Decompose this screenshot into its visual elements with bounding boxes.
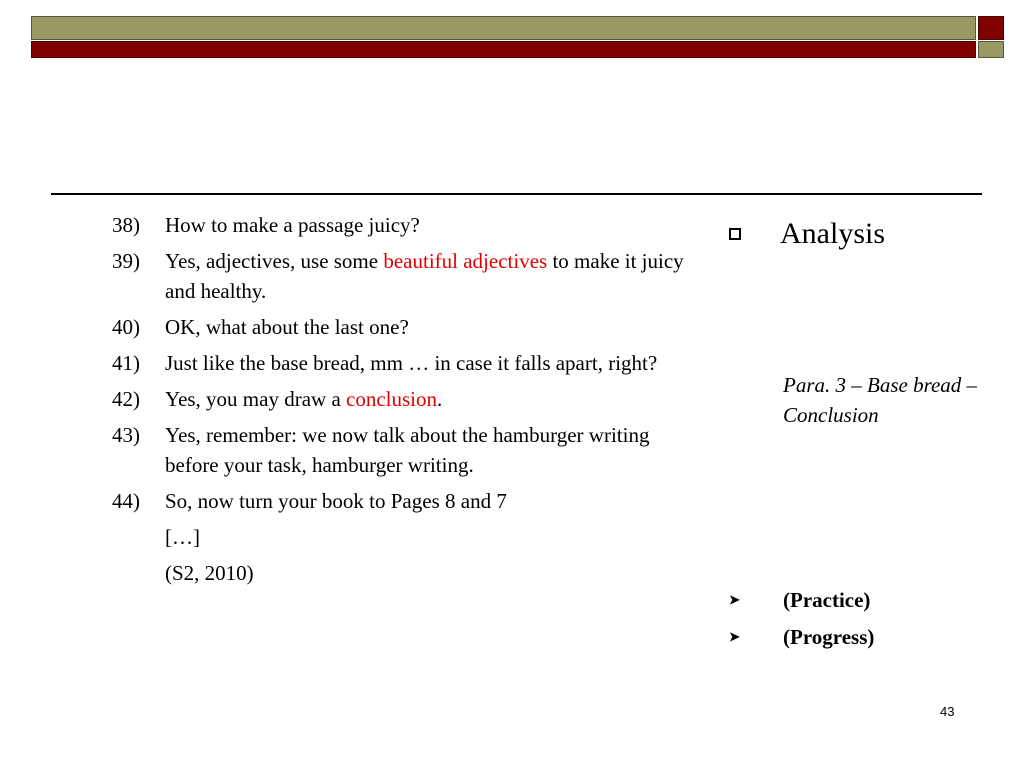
line-number: 44)	[112, 489, 140, 513]
transcript-line-38	[112, 210, 692, 240]
banner-maroon-square	[978, 16, 1004, 40]
progress-item	[729, 622, 874, 652]
line-text: So, now turn your book to Pages 8 and 7	[165, 489, 507, 513]
line-number: 43)	[112, 423, 140, 447]
highlighted-phrase: beautiful adjectives	[383, 249, 548, 273]
arrow-bullet-icon: ➤	[729, 592, 740, 607]
paragraph-note: Para. 3 – Base bread – Conclusion	[783, 373, 978, 427]
ellipsis-text: […]	[165, 525, 200, 549]
banner-maroon-bar	[31, 41, 976, 58]
transcript-line-41	[112, 348, 692, 378]
transcript-line-39	[112, 246, 692, 306]
line-number: 41)	[112, 351, 140, 375]
hollow-square-bullet-icon	[729, 228, 741, 240]
practice-label: (Practice)	[783, 588, 871, 612]
practice-item	[729, 585, 870, 615]
line-text: Yes, adjectives, use some	[165, 249, 384, 273]
arrow-bullet-icon: ➤	[729, 629, 740, 644]
progress-label: (Progress)	[783, 625, 875, 649]
transcript-line-44	[112, 486, 692, 516]
line-text: Just like the base bread, mm … in case it falls apart, right?	[165, 351, 658, 375]
top-banner	[31, 16, 1004, 58]
line-number: 38)	[112, 213, 140, 237]
transcript-source	[112, 558, 692, 588]
analysis-heading	[729, 216, 885, 252]
transcript-line-42	[112, 384, 692, 414]
transcript-ellipsis	[112, 522, 692, 552]
transcript-line-43	[112, 420, 692, 480]
line-text: .	[437, 387, 443, 411]
banner-olive-bar	[31, 16, 976, 40]
highlighted-phrase: conclusion	[346, 387, 437, 411]
page-number: 43	[940, 704, 955, 719]
line-text: OK, what about the last one?	[165, 315, 409, 339]
line-number: 40)	[112, 315, 140, 339]
line-text: Yes, remember: we now talk about the hamburger writing before your task, hamburger writing.	[165, 423, 650, 477]
line-number: 42)	[112, 387, 140, 411]
transcript-line-40	[112, 312, 692, 342]
title-divider	[51, 193, 982, 195]
analysis-heading-text: Analysis	[780, 217, 885, 250]
line-text: How to make a passage juicy?	[165, 213, 420, 237]
source-citation: (S2, 2010)	[165, 561, 254, 585]
line-text: to make it juicy and healthy.	[165, 249, 684, 303]
banner-olive-square	[978, 41, 1004, 58]
transcript-list	[112, 210, 692, 594]
line-text: Yes, you may draw a	[165, 387, 347, 411]
line-number: 39)	[112, 249, 140, 273]
